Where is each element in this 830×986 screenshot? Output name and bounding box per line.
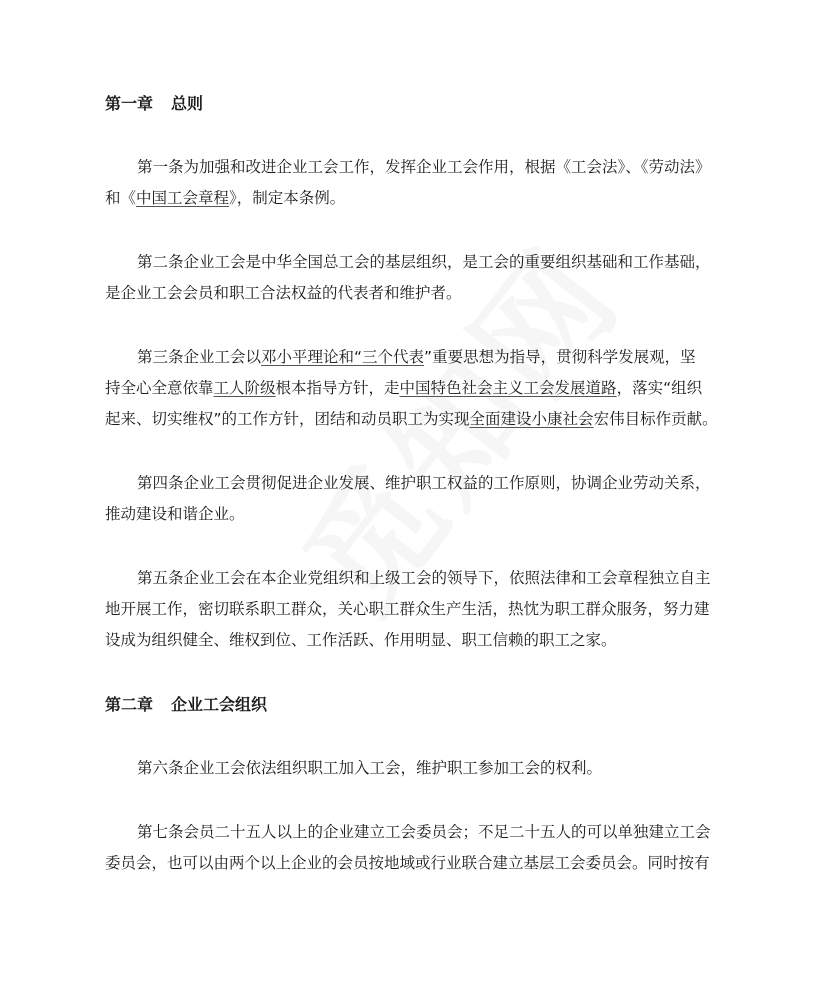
article-paragraph: [105, 152, 730, 214]
text-line: [105, 817, 730, 848]
text-run: 起来、切实维权”的工作方针，团结和动员职工为实现: [105, 410, 470, 428]
chapter-heading: [105, 689, 730, 720]
chapter-number: 第一章: [105, 94, 154, 113]
text-run: 设成为组织健全、维权到位、工作活跃、作用明显、职工信赖的职工之家。: [105, 631, 617, 649]
text-line: [105, 278, 730, 309]
text-run: 第五条企业工会在本企业党组织和上级工会的领导下，依照法律和工会章程独立自主: [137, 569, 711, 587]
text-line: [105, 183, 730, 214]
chapter-title: 企业工会组织: [171, 695, 268, 714]
text-run: ，落实“组织: [616, 379, 703, 397]
text-run: 第二条企业工会是中华全国总工会的基层组织，是工会的重要组织基础和工作基础，: [137, 253, 711, 271]
article-paragraph: [105, 563, 730, 656]
chapter-title: 总则: [171, 94, 204, 113]
text-line: [105, 247, 730, 278]
text-run: 持全心全意依靠: [105, 379, 214, 397]
text-run: 第一条为加强和改进企业工会工作，发挥企业工会作用，根据《工会法》、《劳动法》: [137, 158, 711, 176]
underlined-term: 全面建设小康社会: [469, 410, 594, 428]
heading-line: [105, 689, 730, 720]
text-run: 第六条企业工会依法组织职工加入工会，维护职工参加工会的权利。: [137, 759, 603, 777]
article-paragraph: [105, 753, 730, 784]
article-paragraph: [105, 468, 730, 530]
text-line: [105, 753, 730, 784]
text-run: 第四条企业工会贯彻促进企业发展、维护职工权益的工作原则，协调企业劳动关系，: [137, 474, 711, 492]
text-run: 宏伟目标作贡献。: [593, 410, 718, 428]
heading-line: [105, 88, 730, 119]
chapter-heading: [105, 88, 730, 119]
text-line: [105, 563, 730, 594]
document-body: [105, 88, 730, 912]
underlined-term: 邓小平理论和“三个代表: [261, 348, 425, 366]
text-line: [105, 152, 730, 183]
underlined-term: 工人阶级: [213, 379, 276, 397]
text-run: ”重要思想为指导，贯彻科学发展观，坚: [424, 348, 696, 366]
text-run: 第三条企业工会以: [137, 348, 262, 366]
underlined-term: 中国特色社会主义工会发展道路: [399, 379, 617, 397]
text-line: [105, 373, 730, 404]
text-line: [105, 594, 730, 625]
text-run: 是企业工会会员和职工合法权益的代表者和维护者。: [105, 284, 462, 302]
text-line: [105, 848, 730, 879]
text-run: 》，制定本条例。: [229, 189, 346, 207]
underlined-term: 中国工会章程: [136, 189, 230, 207]
article-paragraph: [105, 342, 730, 435]
text-run: 根本指导方针，走: [275, 379, 400, 397]
text-line: [105, 625, 730, 656]
text-line: [105, 342, 730, 373]
text-run: 和《: [105, 189, 137, 207]
text-line: [105, 468, 730, 499]
text-line: [105, 499, 730, 530]
text-line: [105, 404, 730, 435]
text-run: 第七条会员二十五人以上的企业建立工会委员会；不足二十五人的可以单独建立工会: [137, 823, 711, 841]
chapter-number: 第二章: [105, 695, 154, 714]
article-paragraph: [105, 247, 730, 309]
text-run: 委员会，也可以由两个以上企业的会员按地域或行业联合建立基层工会委员会。同时按有: [105, 854, 710, 872]
text-run: 推动建设和谐企业。: [105, 505, 245, 523]
text-run: 地开展工作，密切联系职工群众，关心职工群众生产生活，热忱为职工群众服务，努力建: [105, 600, 710, 618]
article-paragraph: [105, 817, 730, 879]
